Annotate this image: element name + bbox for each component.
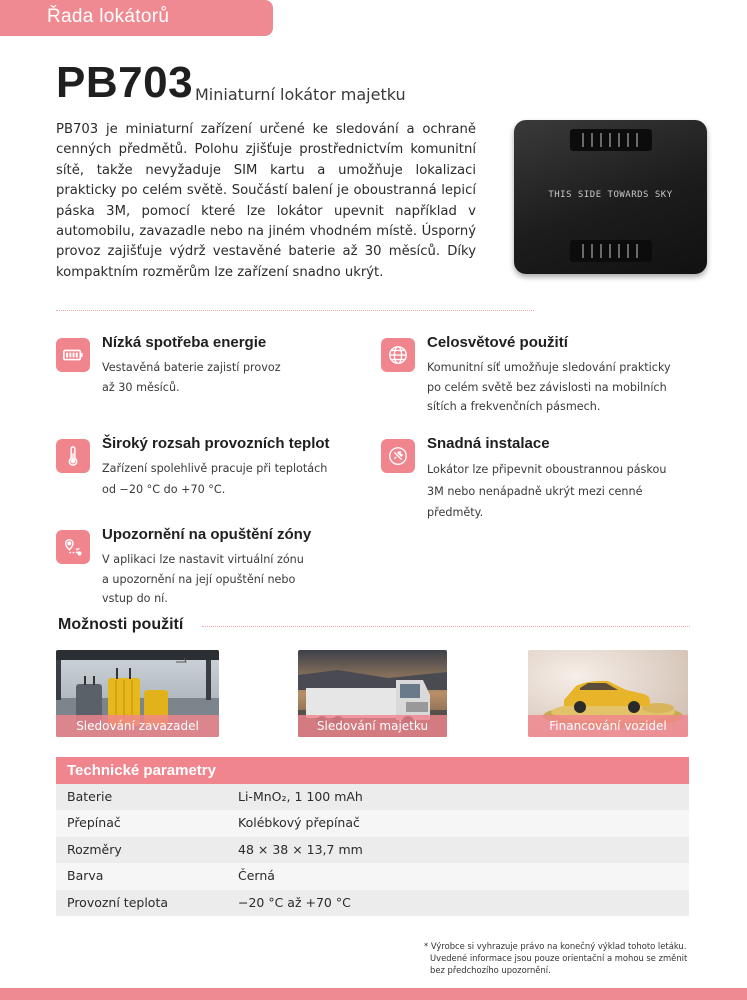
table-row <box>56 784 689 810</box>
usage-card-asset <box>298 650 447 737</box>
table-row <box>56 810 689 836</box>
spec-table-title: Technické parametry <box>56 757 689 784</box>
usage-caption: Sledování zavazadel <box>56 715 219 737</box>
feature-title: Celosvětové použití <box>427 334 568 351</box>
feature-desc: Vestavěná baterie zajistí provoz až 30 měsíců. <box>102 361 281 394</box>
globe-icon <box>381 338 415 372</box>
battery-icon <box>56 338 90 372</box>
spec-value: Černá <box>238 868 275 884</box>
device-vent-top <box>570 129 652 151</box>
section-divider <box>56 310 534 311</box>
table-row <box>56 863 689 889</box>
product-subtitle: Miniaturní lokátor majetku <box>195 85 406 104</box>
footnote-line: * Výrobce si vyhrazuje právo na konečný výklad tohoto letáku. <box>424 941 687 951</box>
feature-desc: Komunitní síť umožňuje sledování prakticky po celém světě bez závislosti na mobilních sítích a frekvenčních pásmech. <box>427 361 671 413</box>
spec-value: Li-MnO₂, 1 100 mAh <box>238 789 363 804</box>
footnote <box>424 940 694 976</box>
table-row <box>56 890 689 916</box>
spec-key: Barva <box>67 868 104 884</box>
usage-caption: Financování vozidel <box>528 715 688 737</box>
device-print: THIS SIDE TOWARDS SKY <box>548 190 673 200</box>
device-image <box>514 120 707 274</box>
thermometer-icon <box>56 439 90 473</box>
spec-table <box>56 757 689 916</box>
spec-key: Baterie <box>67 789 113 804</box>
intro-paragraph: PB703 je miniaturní zařízení určené ke sledování a ochraně cenných předmětů. Polohu zjišťuje prostřednictvím komunitní sítě, takže nevyžaduje SIM kartu a umožňuje lokalizaci prakticky po celém světě. Součástí balení je oboustranná lepicí páska 3M, pomocí které lze lokátor upevnit například v automobilu, zavazadle nebo na jiném vhodném místě. Úsporný provoz zajišťuje výdrž vestavěné baterie až 30 měsíců. Díky kompaktním rozměrům lze zařízení snadno ukrýt. <box>56 122 476 280</box>
spec-value: −20 °C až +70 °C <box>238 894 351 910</box>
feature-title: Snadná instalace <box>427 435 550 452</box>
bottom-bar <box>0 988 747 1000</box>
feature-title: Široký rozsah provozních teplot <box>102 435 330 452</box>
usage-title: Možnosti použití <box>58 616 184 633</box>
footnote-line: Uvedené informace jsou pouze orientační a mohou se změnit <box>430 953 688 963</box>
series-label: Řada lokátorů <box>47 6 170 27</box>
spec-value: 48 × 38 × 13,7 mm <box>238 841 363 857</box>
usage-divider <box>202 626 690 627</box>
usage-card-luggage <box>56 650 219 737</box>
feature-desc: Lokátor lze připevnit oboustrannou páskou 3M nebo nenápadně ukrýt mezi cenné předměty. <box>427 463 667 519</box>
spec-key: Provozní teplota <box>67 894 169 910</box>
footnote-line: bez předchozího upozornění. <box>430 965 551 975</box>
spec-key: Přepínač <box>67 815 121 831</box>
device-vent-bottom <box>570 240 652 262</box>
usage-caption: Sledování majetku <box>298 715 447 737</box>
feature-title: Nízká spotřeba energie <box>102 334 267 351</box>
location-pin-icon <box>56 530 90 564</box>
feature-title: Upozornění na opuštění zóny <box>102 526 312 543</box>
model-name: PB703 <box>56 58 194 107</box>
spec-value: Kolébkový přepínač <box>238 815 360 831</box>
feature-desc: V aplikaci lze nastavit virtuální zónu a upozornění na její opuštění nebo vstup do ní. <box>102 553 304 605</box>
spec-key: Rozměry <box>67 841 122 857</box>
series-tab <box>0 0 273 36</box>
table-row <box>56 837 689 863</box>
wrench-icon <box>381 439 415 473</box>
feature-desc: Zařízení spolehlivě pracuje při teplotách od −20 °C do +70 °C. <box>102 462 328 496</box>
spec-rows <box>56 784 689 916</box>
usage-card-vehicle <box>528 650 688 737</box>
